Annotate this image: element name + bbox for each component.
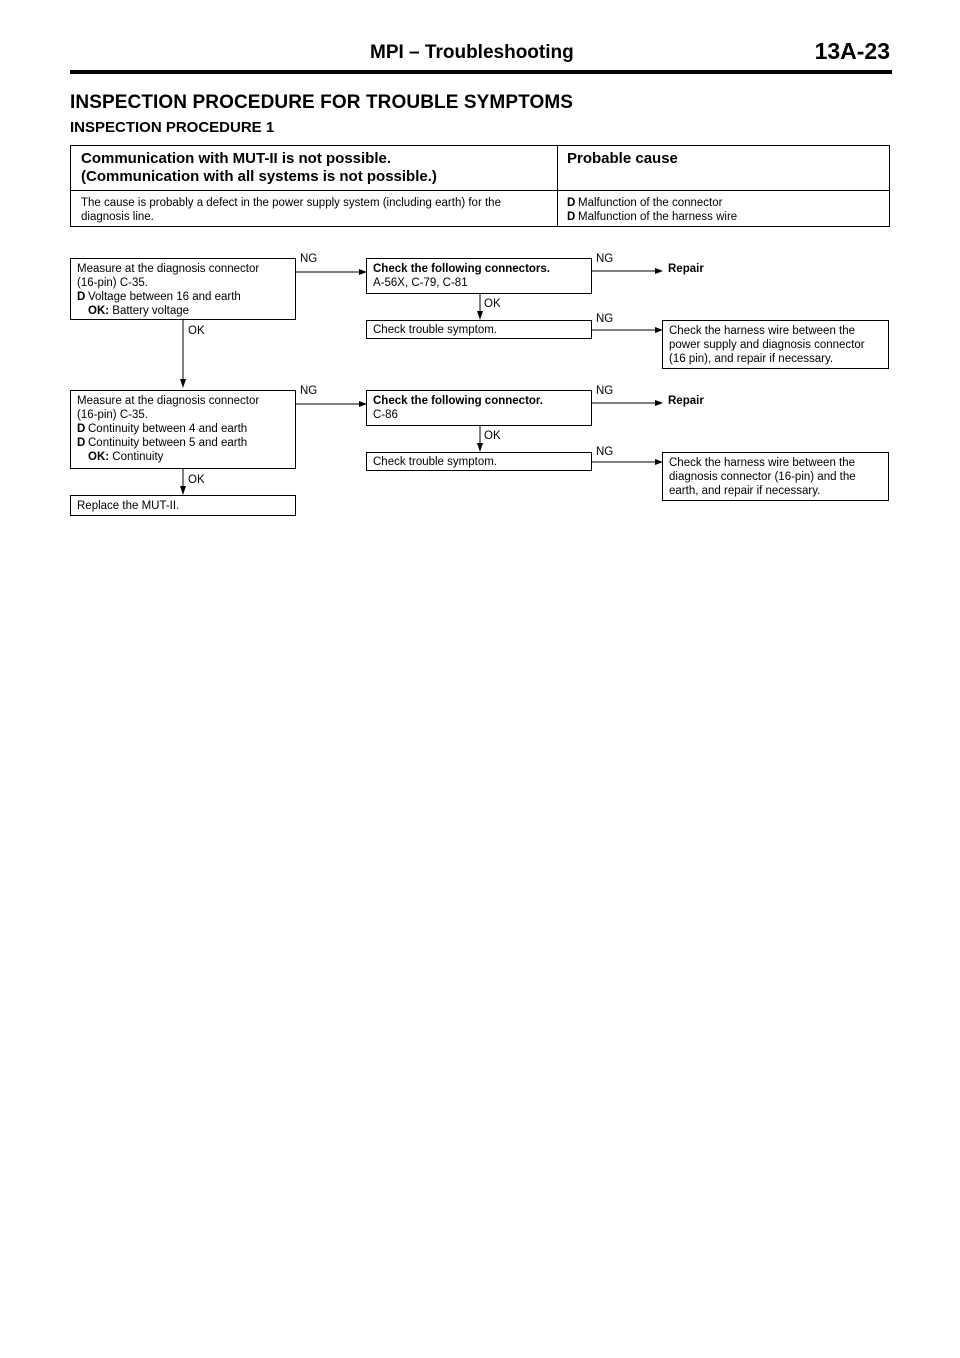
page-header-title: MPI – Troubleshooting [370, 42, 574, 63]
cause-item: D Malfunction of the harness wire [567, 211, 738, 223]
step-replace-mut: Replace the MUT-II. [70, 495, 296, 516]
step-check-symptom-1: Check trouble symptom. [366, 320, 592, 339]
symptom-line-1: Communication with MUT-II is not possible. [81, 150, 392, 167]
ok-label: OK [484, 430, 501, 442]
step-check-connector-2: Check the following connector. C-86 [366, 390, 592, 426]
ng-label: NG [596, 253, 614, 265]
repair-2: Repair [668, 395, 704, 407]
page-number: 13A-23 [814, 38, 890, 64]
ok-label: OK [188, 325, 205, 337]
step-check-harness-2: Check the harness wire between the diagnosis connector (16-pin) and the earth, and repair if necessary. [662, 452, 889, 501]
ok-label: OK [484, 298, 501, 310]
probable-cause-header: Probable cause [567, 150, 678, 167]
step-measure-continuity: Measure at the diagnosis connector (16-pin) C-35. D Continuity between 4 and earth D Continuity between 5 and earth OK: Continuity [70, 390, 296, 469]
ng-label: NG [300, 253, 318, 265]
step-check-symptom-2: Check trouble symptom. [366, 452, 592, 471]
ng-label: NG [300, 385, 318, 397]
procedure-heading: INSPECTION PROCEDURE 1 [70, 119, 275, 136]
symptom-description: The cause is probably a defect in the power supply system (including earth) for the diagnosis line. [81, 197, 501, 223]
repair-1: Repair [668, 263, 704, 275]
section-heading: INSPECTION PROCEDURE FOR TROUBLE SYMPTOMS [70, 92, 574, 113]
step-measure-voltage: Measure at the diagnosis connector (16-pin) C-35. D Voltage between 16 and earth OK: Battery voltage [70, 258, 296, 320]
step-check-harness-1: Check the harness wire between the power supply and diagnosis connector (16 pin), and repair if necessary. [662, 320, 889, 369]
symptom-line-2: (Communication with all systems is not possible.) [81, 168, 437, 185]
ok-label: OK [188, 474, 205, 486]
ng-label: NG [596, 446, 614, 458]
step-check-connectors-1: Check the following connectors. A-56X, C-79, C-81 [366, 258, 592, 294]
ng-label: NG [596, 385, 614, 397]
ng-label: NG [596, 313, 614, 325]
cause-item: D Malfunction of the connector [567, 197, 723, 209]
